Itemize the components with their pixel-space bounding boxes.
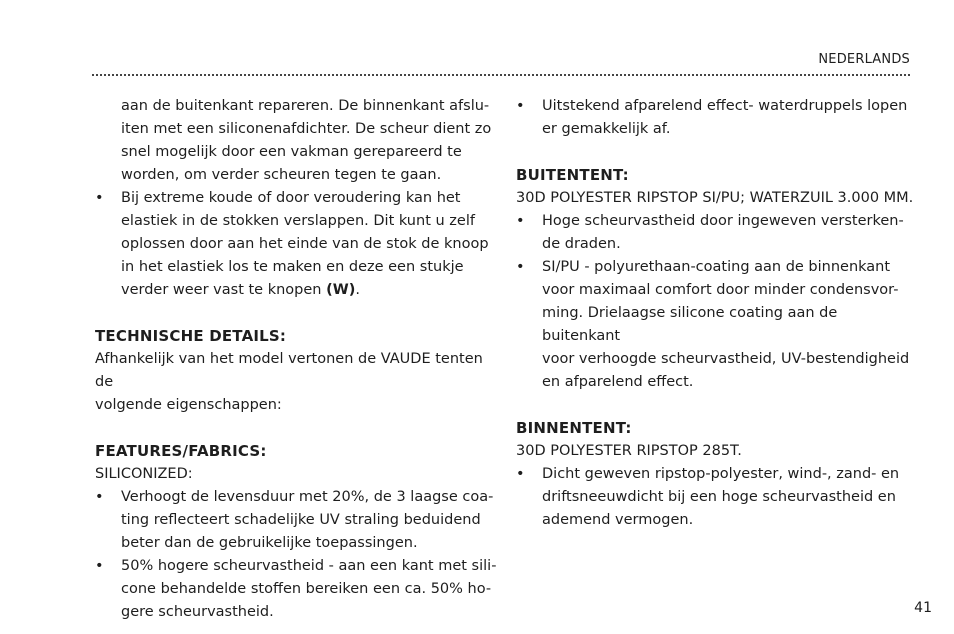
text-line: iten met een siliconenafdichter. De scheur dient zo [121,121,492,137]
text-line: beter dan de gebruikelijke toepassingen. [121,535,418,551]
text-line: snel mogelijk door een vakman gerepareerd te [121,144,462,160]
page-number: 41 [914,600,932,616]
text-run: . [355,282,360,298]
bullet-symbol: • [516,466,525,482]
text-line: ming. Drielaagse silicone coating aan de buitenkant [542,305,838,344]
text-run: verder weer vast te knopen [121,282,327,298]
bullet-item-outer-coating [516,256,916,394]
outer-tent-spec: 30D POLYESTER RIPSTOP SI/PU; WATERZUIL 3.000 MM. [516,190,914,206]
text-line: Verhoogt de levensduur met 20%, de 3 laagse coa- [121,489,494,505]
text-line: gere scheurvastheid. [121,604,274,620]
text-line: Afhankelijk van het model vertonen de VAUDE tenten de [95,351,483,390]
bullet-symbol: • [95,558,104,574]
bullet-item-outer-tear [516,210,916,256]
label-siliconized: SILICONIZED: [95,466,193,482]
text-line: en afparelend effect. [542,374,694,390]
bullet-item-cold [95,187,500,302]
text-line [121,279,500,302]
text-line: Hoge scheurvastheid door ingeweven versterken- [542,213,904,229]
text-line: er gemakkelijk af. [542,121,671,137]
tech-paragraph [95,348,500,417]
header-dotted-rule [92,74,910,76]
continuation-paragraph [95,95,500,187]
heading-features-fabrics: FEATURES/FABRICS: [95,442,267,460]
text-line: oplossen door aan het einde van de stok de knoop [121,236,489,252]
bullet-symbol: • [95,489,104,505]
heading-inner-tent: BINNENTENT: [516,419,632,437]
text-line: de draden. [542,236,621,252]
bullet-symbol: • [95,190,104,206]
text-line: voor verhoogde scheurvastheid, UV-bestendigheid [542,351,910,367]
bullet-symbol: • [516,98,525,114]
text-line: volgende eigenschappen: [95,397,282,413]
left-column [95,95,500,624]
text-line: ting reflecteert schadelijke UV straling beduidend [121,512,481,528]
bullet-symbol: • [516,213,525,229]
bullet-item-lifespan [95,486,500,555]
heading-technical-details: TECHNISCHE DETAILS: [95,327,287,345]
bullet-item-tear-strength [95,555,500,624]
heading-outer-tent: BUITENTENT: [516,166,629,184]
right-column [516,95,916,532]
text-line: aan de buitenkant repareren. De binnenkant afslu- [121,98,490,114]
text-line: Dicht geweven ripstop-polyester, wind-, zand- en [542,466,900,482]
text-line: Uitstekend afparelend effect- waterdruppels lopen [542,98,908,114]
text-line: driftsneeuwdicht bij een hoge scheurvastheid en [542,489,896,505]
inner-tent-spec: 30D POLYESTER RIPSTOP 285T. [516,443,742,459]
text-line: SI/PU - polyurethaan-coating aan de binnenkant [542,259,891,275]
text-line: ademend vermogen. [542,512,694,528]
figure-reference: (W) [326,282,356,298]
text-line: cone behandelde stoffen bereiken een ca. 50% ho- [121,581,492,597]
header-language: NEDERLANDS [818,52,910,67]
text-line: worden, om verder scheuren tegen te gaan. [121,167,442,183]
text-line: elastiek in de stokken verslappen. Dit kunt u zelf [121,213,475,229]
bullet-item-water-repellent [516,95,916,141]
bullet-item-inner-ripstop [516,463,916,532]
text-line: voor maximaal comfort door minder condensvor- [542,282,899,298]
text-line: Bij extreme koude of door veroudering kan het [121,190,461,206]
text-line: 50% hogere scheurvastheid - aan een kant met sili- [121,558,497,574]
bullet-symbol: • [516,259,525,275]
text-line: in het elastiek los te maken en deze een stukje [121,259,464,275]
